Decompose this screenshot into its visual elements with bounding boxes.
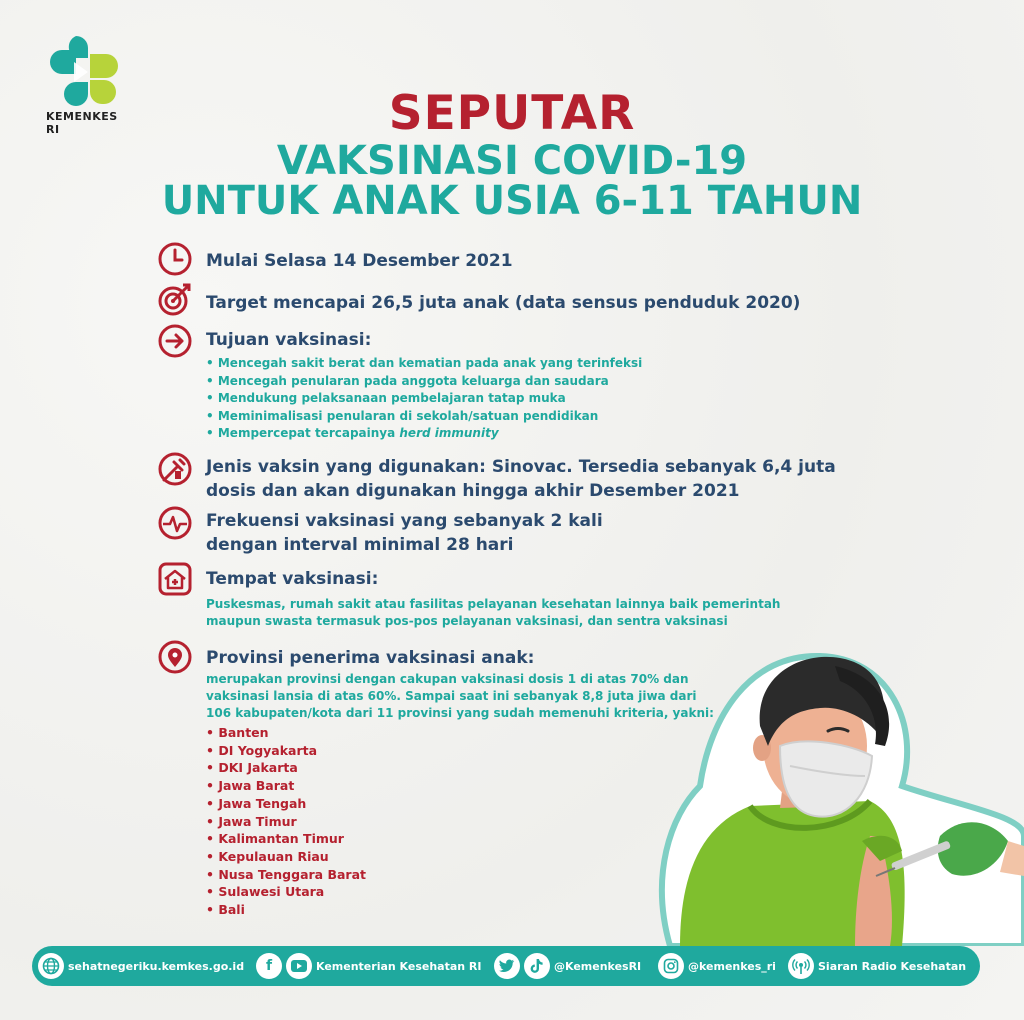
goal-bullet: • Mencegah penularan pada anggota keluarga dan saudara: [206, 373, 642, 391]
province-line-3: 106 kabupaten/kota dari 11 provinsi yang sudah memenuhi kriteria, yakni:: [206, 706, 714, 720]
footer-radio-text: Siaran Radio Kesehatan: [818, 959, 967, 973]
start-text: Mulai Selasa 14 Desember 2021: [206, 251, 513, 271]
place-line-1: Puskesmas, rumah sakit atau fasilitas pelayanan kesehatan lainnya baik pemerintah: [206, 597, 781, 611]
footer-twitter-tiktok[interactable]: [494, 946, 641, 986]
goal-heading: Tujuan vaksinasi:: [206, 330, 372, 350]
frequency-line-2: dengan interval minimal 28 hari: [206, 535, 514, 555]
footer-bar: [32, 946, 980, 986]
vaccine-line-2: dosis dan akan digunakan hingga akhir Desember 2021: [206, 481, 740, 501]
province-item: • Kalimantan Timur: [206, 830, 366, 848]
clock-icon: [158, 242, 192, 276]
title-line-3: UNTUK ANAK USIA 6-11 TAHUN: [161, 178, 863, 224]
title-line-2: VAKSINASI COVID-19: [276, 138, 748, 184]
footer-twitter-tiktok-text: @KemenkesRI: [554, 959, 642, 973]
tiktok-icon: [524, 953, 550, 979]
province-item: • Banten: [206, 724, 366, 742]
goal-bullet: • Mempercepat tercapainya herd immunity: [206, 425, 642, 443]
youtube-icon: [286, 953, 312, 979]
twitter-icon: [494, 953, 520, 979]
instagram-icon: [658, 953, 684, 979]
goal-bullet: • Mendukung pelaksanaan pembelajaran tatap muka: [206, 390, 642, 408]
province-heading: Provinsi penerima vaksinasi anak:: [206, 648, 535, 668]
province-item: • Sulawesi Utara: [206, 883, 366, 901]
province-item: • Jawa Tengah: [206, 795, 366, 813]
goal-bullet: • Meminimalisasi penularan di sekolah/satuan pendidikan: [206, 408, 642, 426]
footer-instagram-text: @kemenkes_ri: [688, 959, 776, 973]
place-heading: Tempat vaksinasi:: [206, 569, 379, 589]
province-item: • Jawa Barat: [206, 777, 366, 795]
province-item: • DI Yogyakarta: [206, 742, 366, 760]
footer-website-text: sehatnegeriku.kemkes.go.id: [68, 959, 245, 973]
province-list: [206, 724, 366, 919]
province-line-2: vaksinasi lansia di atas 60%. Sampai saat ini sebanyak 8,8 juta jiwa dari: [206, 689, 697, 703]
footer-instagram[interactable]: [658, 946, 776, 986]
province-item: • Bali: [206, 901, 366, 919]
footer-facebook-youtube[interactable]: [256, 946, 482, 986]
province-item: • DKI Jakarta: [206, 759, 366, 777]
title-line-1: SEPUTAR: [388, 86, 636, 141]
syringe-icon: [158, 452, 192, 486]
child-vaccination-illustration: [640, 636, 1024, 946]
goal-bullets: [206, 355, 642, 443]
footer-website[interactable]: [38, 946, 244, 986]
logo-text: KEMENKES RI: [46, 110, 118, 136]
location-pin-icon: [158, 640, 192, 674]
province-item: • Kepulauan Riau: [206, 848, 366, 866]
place-line-2: maupun swasta termasuk pos-pos pelayanan vaksinasi, dan sentra vaksinasi: [206, 614, 728, 628]
target-icon: [158, 282, 192, 316]
frequency-line-1: Frekuensi vaksinasi yang sebanyak 2 kali: [206, 511, 603, 531]
radio-icon: [788, 953, 814, 979]
footer-facebook-youtube-text: Kementerian Kesehatan RI: [316, 959, 482, 973]
province-item: • Nusa Tenggara Barat: [206, 866, 366, 884]
pulse-icon: [158, 506, 192, 540]
province-line-1: merupakan provinsi dengan cakupan vaksinasi dosis 1 di atas 70% dan: [206, 672, 689, 686]
facebook-icon: f: [256, 953, 282, 979]
goal-bullet: • Mencegah sakit berat dan kematian pada anak yang terinfeksi: [206, 355, 642, 373]
arrow-right-icon: [158, 324, 192, 358]
vaccine-line-1: Jenis vaksin yang digunakan: Sinovac. Tersedia sebanyak 6,4 juta: [206, 457, 836, 477]
target-text: Target mencapai 26,5 juta anak (data sensus penduduk 2020): [206, 293, 801, 313]
province-item: • Jawa Timur: [206, 813, 366, 831]
footer-radio[interactable]: [788, 946, 966, 986]
globe-icon: [38, 953, 64, 979]
house-icon: [158, 562, 192, 596]
